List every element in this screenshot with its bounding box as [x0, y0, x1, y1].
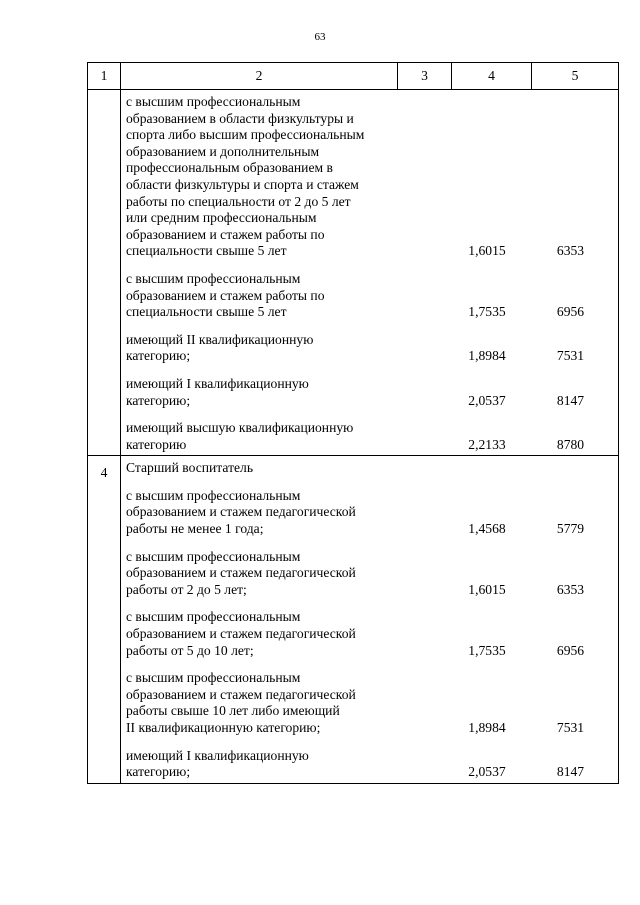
text-line: образованием и стажем педагогической [126, 686, 356, 702]
coefficient-value: 1,7535 [468, 642, 506, 658]
text-line: с высшим профессиональным [126, 609, 301, 625]
text-line: категорию; [126, 764, 191, 780]
salary-value: 8780 [556, 436, 585, 452]
text-line: образованием и дополнительным [126, 143, 320, 159]
text-line: специальности свыше 5 лет [126, 243, 287, 259]
qualification-item [121, 670, 618, 736]
text-line: работы свыше 10 лет либо имеющий [126, 703, 340, 719]
text-line: II квалификационную категорию; [126, 720, 321, 735]
salary-value: 6956 [556, 642, 585, 658]
text-line: образованием в области физкультуры и [126, 110, 354, 126]
qualification-item [121, 376, 618, 409]
text-line: имеющий II квалификационную [126, 331, 314, 347]
qualification-item [121, 420, 618, 453]
qualification-text [121, 332, 393, 365]
text-line: образованием и стажем работы по [126, 287, 325, 303]
text-line: с высшим профессиональным [126, 548, 301, 564]
salary-value: 6353 [556, 581, 585, 597]
qualification-text [121, 488, 393, 538]
text-line: спорта либо высшим профессиональным [126, 127, 365, 143]
text-line: имеющий высшую квалификационную [126, 420, 354, 436]
coefficient-value: 2,0537 [468, 392, 506, 408]
position-title: Старший воспитатель [126, 460, 254, 476]
col-3-empty [393, 748, 447, 781]
coefficient-value: 2,0537 [468, 764, 506, 780]
qualification-text [121, 376, 393, 409]
text-line: работы не менее 1 года; [126, 521, 264, 537]
qualification-item [121, 94, 618, 260]
salary-value: 6353 [556, 243, 585, 259]
header-col-1: 1 [88, 63, 121, 90]
qualification-text [121, 748, 393, 781]
text-line: работы по специальности от 2 до 5 лет [126, 193, 351, 209]
coefficient-value: 1,8984 [468, 348, 506, 364]
qualification-item [121, 332, 618, 365]
text-line: категорию; [126, 392, 191, 408]
row-number: 4 [88, 456, 121, 784]
salary-value: 6956 [556, 304, 585, 320]
table-row [88, 90, 619, 456]
col-3-empty [393, 332, 447, 365]
qualification-item [121, 609, 618, 659]
salary-value: 7531 [556, 348, 585, 364]
row-number [88, 90, 121, 456]
position-block [121, 456, 619, 784]
col-3-empty [393, 488, 447, 538]
position-block [121, 90, 619, 456]
text-line: специальности свыше 5 лет [126, 304, 287, 320]
qualification-item [121, 549, 618, 599]
qualification-text [121, 549, 393, 599]
col-3-empty [393, 609, 447, 659]
salary-value: 5779 [556, 521, 585, 537]
coefficient-value: 1,4568 [468, 521, 506, 537]
text-line: с высшим профессиональным [126, 487, 301, 503]
col-3-empty [393, 94, 447, 260]
text-line: профессиональным образованием в [126, 160, 333, 176]
coefficient-value: 2,2133 [468, 436, 506, 452]
text-line: образованием и стажем работы по [126, 226, 325, 242]
text-line: работы от 5 до 10 лет; [126, 642, 254, 658]
col-3-empty [393, 420, 447, 453]
col-3-empty [393, 670, 447, 736]
header-col-2: 2 [121, 63, 398, 90]
qualification-item [121, 488, 618, 538]
qualification-text [121, 670, 393, 736]
col-3-empty [393, 376, 447, 409]
salary-table [87, 62, 619, 784]
salary-value: 8147 [556, 764, 585, 780]
text-line: имеющий I квалификационную [126, 747, 309, 763]
col-3-empty [393, 271, 447, 321]
coefficient-value: 1,6015 [468, 243, 506, 259]
salary-value: 8147 [556, 392, 585, 408]
text-line: работы от 2 до 5 лет; [126, 581, 247, 597]
text-line: с высшим профессиональным [126, 270, 301, 286]
coefficient-value: 1,6015 [468, 581, 506, 597]
text-line: образованием и стажем педагогической [126, 626, 356, 642]
header-col-3: 3 [398, 63, 452, 90]
text-line: области физкультуры и спорта и стажем [126, 176, 359, 192]
page-number: 63 [314, 31, 326, 43]
text-line: образованием и стажем педагогической [126, 565, 356, 581]
qualification-text [121, 420, 393, 453]
table-header-row [88, 63, 619, 90]
coefficient-value: 1,7535 [468, 304, 506, 320]
text-line: образованием и стажем педагогической [126, 504, 356, 520]
table-row [88, 456, 619, 784]
qualification-item [121, 748, 618, 781]
header-col-4: 4 [452, 63, 532, 90]
text-line: с высшим профессиональным [126, 670, 301, 686]
qualification-text [121, 609, 393, 659]
text-line: имеющий I квалификационную [126, 375, 309, 391]
salary-value: 7531 [556, 720, 585, 735]
col-3-empty [393, 549, 447, 599]
text-line: или средним профессиональным [126, 210, 317, 226]
text-line: с высшим профессиональным [126, 94, 301, 109]
qualification-text [121, 271, 393, 321]
coefficient-value: 1,8984 [468, 720, 506, 735]
qualification-text [121, 94, 393, 260]
qualification-item [121, 271, 618, 321]
text-line: категорию; [126, 348, 191, 364]
header-col-5: 5 [532, 63, 619, 90]
text-line: категорию [126, 436, 187, 452]
